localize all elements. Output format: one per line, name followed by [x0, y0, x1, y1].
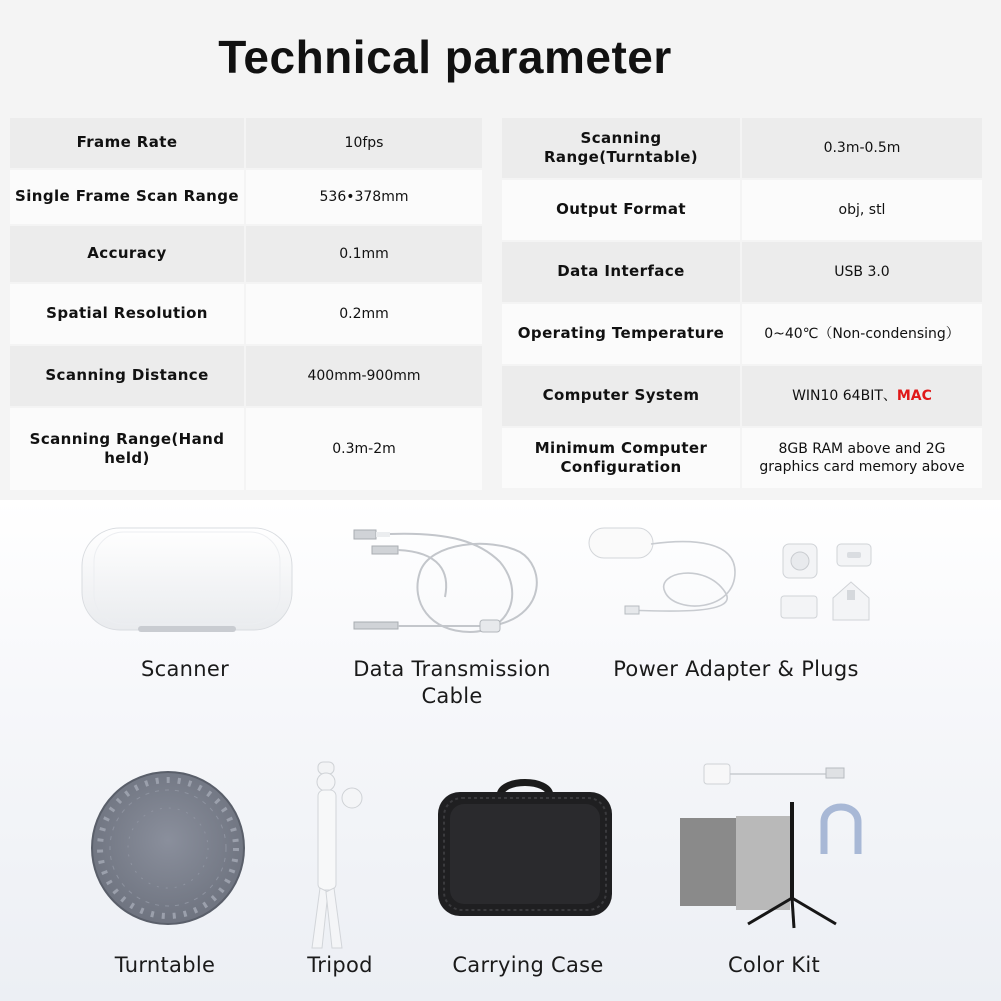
spec-row — [502, 366, 982, 426]
spec-value — [742, 366, 982, 426]
product-label: Turntable — [114, 953, 216, 977]
product-label: Scanner — [140, 657, 230, 681]
spec-label: Single Frame Scan Range — [10, 170, 244, 224]
turntable-image — [90, 770, 246, 926]
spec-value: 0.3m-0.5m — [742, 118, 982, 178]
spec-table-left — [10, 118, 482, 490]
spec-label: Computer System — [502, 366, 740, 426]
spec-value: 10fps — [246, 118, 482, 168]
spec-label: Spatial Resolution — [10, 284, 244, 344]
spec-value: USB 3.0 — [742, 242, 982, 302]
spec-row — [502, 118, 982, 178]
spec-row — [502, 304, 982, 364]
tripod-image — [296, 756, 380, 952]
spec-row — [10, 284, 482, 344]
spec-label: Scanning Distance — [10, 346, 244, 406]
spec-label: Output Format — [502, 180, 740, 240]
power-adapter-image — [585, 522, 885, 640]
spec-value: 8GB RAM above and 2G graphics card memory above — [742, 428, 982, 488]
package-contents — [0, 500, 1001, 1001]
spec-row — [10, 408, 482, 490]
spec-row — [10, 346, 482, 406]
product-label: Data Transmission Cable — [353, 657, 551, 709]
spec-label: Frame Rate — [10, 118, 244, 168]
spec-value-highlight: MAC — [896, 387, 932, 404]
product-label: Power Adapter & Plugs — [613, 657, 859, 681]
spec-row — [502, 428, 982, 488]
cable-image — [350, 522, 550, 640]
spec-value: obj, stl — [742, 180, 982, 240]
spec-label: Accuracy — [10, 226, 244, 282]
product-label: Color Kit — [727, 953, 821, 977]
scanner-image — [78, 522, 296, 640]
page-title: Technical parameter — [218, 31, 672, 83]
product-label: Carrying Case — [452, 953, 604, 977]
spec-value: 0.3m-2m — [246, 408, 482, 490]
spec-label: Minimum Computer Configuration — [502, 428, 740, 488]
spec-label: Scanning Range(Turntable) — [502, 118, 740, 178]
spec-value: 0.1mm — [246, 226, 482, 282]
spec-row — [10, 226, 482, 282]
spec-value: 0~40℃（Non-condensing） — [742, 304, 982, 364]
spec-label: Data Interface — [502, 242, 740, 302]
spec-label: Scanning Range(Hand held) — [10, 408, 244, 490]
spec-row — [10, 170, 482, 224]
spec-value: 400mm-900mm — [246, 346, 482, 406]
carrying-case-image — [434, 770, 616, 920]
spec-table-right — [502, 118, 982, 488]
spec-value: 536•378mm — [246, 170, 482, 224]
color-kit-image — [676, 758, 866, 930]
product-label: Tripod — [307, 953, 373, 977]
spec-row — [502, 242, 982, 302]
spec-label: Operating Temperature — [502, 304, 740, 364]
spec-row — [502, 180, 982, 240]
spec-value-text: WIN10 64BIT、 — [792, 387, 897, 404]
spec-row — [10, 118, 482, 168]
spec-value: 0.2mm — [246, 284, 482, 344]
